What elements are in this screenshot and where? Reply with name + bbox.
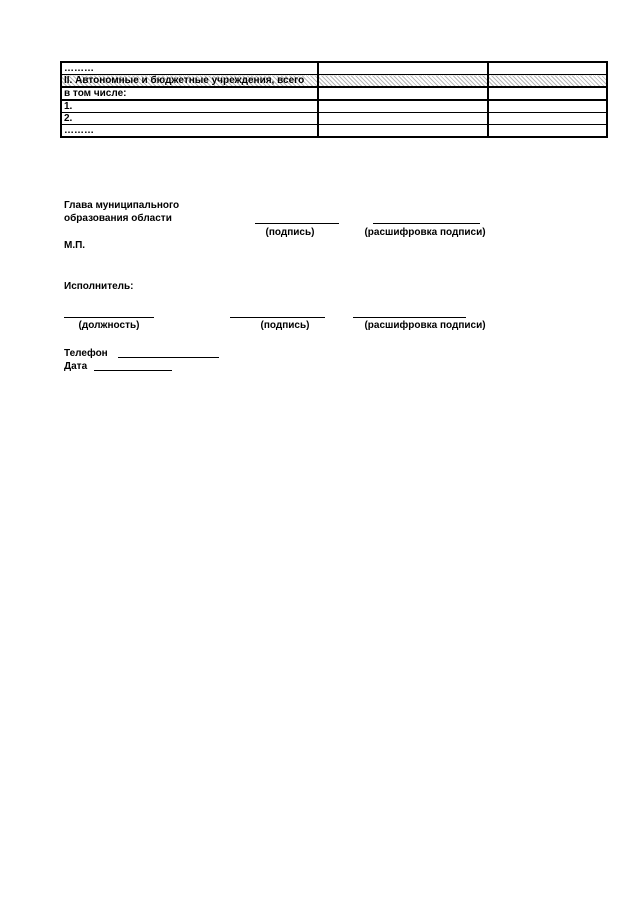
row-label: ………: [61, 62, 318, 75]
date-line: [94, 370, 172, 371]
value-cell: [488, 75, 607, 88]
executor-decoding-caption: (расшифровка подписи): [364, 320, 486, 331]
executor-position-line: [64, 317, 154, 318]
head-decoding-caption: (расшифровка подписи): [364, 227, 486, 238]
value-cell: [318, 87, 488, 100]
value-cell: [318, 62, 488, 75]
executor-position-caption: (должность): [78, 320, 140, 331]
row-label: 2.: [61, 113, 318, 125]
executor-signature-caption: (подпись): [260, 320, 310, 331]
value-cell: [318, 75, 488, 88]
head-signature-caption: (подпись): [265, 227, 315, 238]
row-label: ………: [61, 125, 318, 138]
stamp-label: М.П.: [64, 240, 86, 251]
table-row: [61, 125, 607, 138]
table-row: [61, 87, 607, 100]
date-label: Дата: [64, 361, 88, 372]
row-label: 1.: [61, 100, 318, 113]
table-row: [61, 100, 607, 113]
head-decoding-line: [373, 223, 480, 224]
value-cell: [488, 125, 607, 138]
value-cell: [488, 62, 607, 75]
value-cell: [488, 113, 607, 125]
executor-decoding-line: [353, 317, 466, 318]
table-row-total: [61, 75, 607, 88]
value-cell: [318, 100, 488, 113]
table-row: [61, 113, 607, 125]
head-title-line2: образования области: [64, 213, 172, 224]
value-cell: [318, 113, 488, 125]
value-cell: [488, 100, 607, 113]
row-label: в том числе:: [61, 87, 318, 100]
budget-institutions-table: [60, 61, 608, 138]
value-cell: [488, 87, 607, 100]
head-signature-line: [255, 223, 339, 224]
executor-title: Исполнитель:: [64, 281, 134, 292]
value-cell: [318, 125, 488, 138]
phone-label: Телефон: [64, 348, 108, 359]
executor-signature-line: [230, 317, 325, 318]
head-title-line1: Глава муниципального: [64, 200, 180, 211]
row-label-text: II. Автономные и бюджетные учреждения, всего: [64, 75, 305, 86]
table-row: [61, 62, 607, 75]
row-label: [61, 75, 318, 88]
phone-line: [118, 357, 219, 358]
